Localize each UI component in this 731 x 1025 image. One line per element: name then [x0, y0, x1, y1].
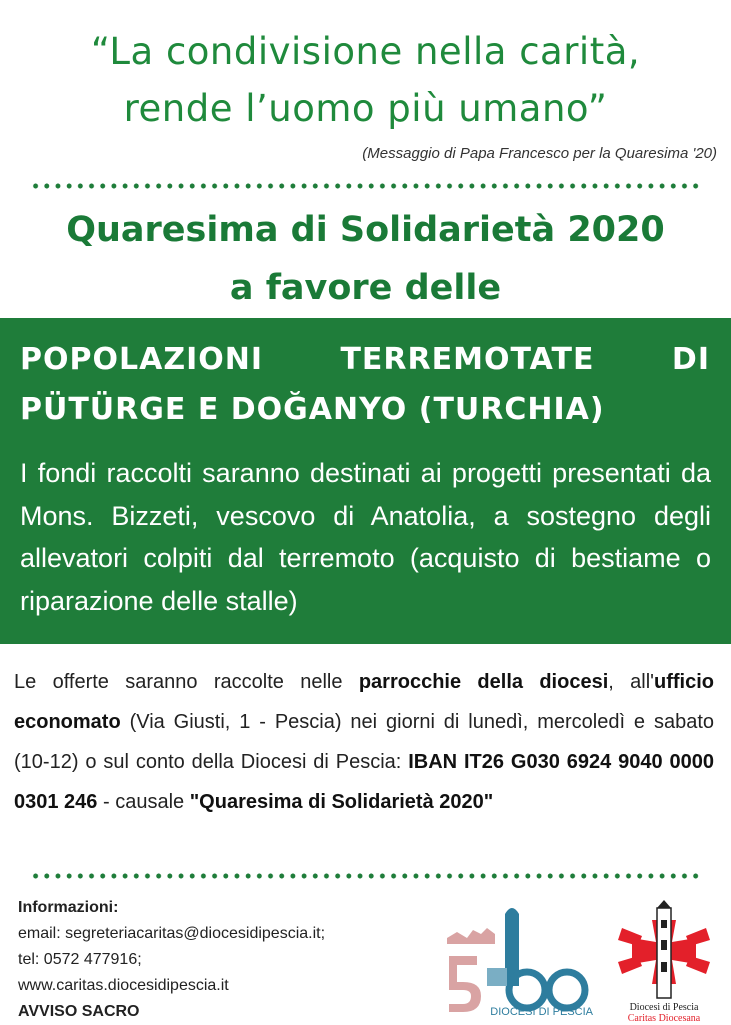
- contacts-block: [18, 895, 418, 1025]
- caritas-logo-line-1: Diocesi di Pescia: [629, 1002, 699, 1013]
- band-body-text: I fondi raccolti saranno destinati ai progetti presentati da Mons. Bizzeti, vescovo di Anatolia, a sostegno degli allevatori colpiti dal terremoto (acquisto di bestiame o riparazione delle stalle): [20, 458, 711, 616]
- contacts-label: Informazioni:: [18, 899, 119, 916]
- caritas-tower-icon: [657, 900, 671, 998]
- contact-website[interactable]: www.caritas.diocesidipescia.it: [18, 977, 229, 994]
- band-headline-1: POPOLAZIONI TERREMOTATE DI: [20, 342, 710, 377]
- logo-ring-1-icon: [509, 972, 545, 1008]
- quote-attribution: (Messaggio di Papa Francesco per la Quaresima '20): [362, 145, 717, 162]
- contact-email[interactable]: email: segreteriacaritas@diocesidipescia.it;: [18, 925, 326, 942]
- dotted-divider-bottom: [30, 873, 701, 879]
- title-line-2: a favore delle: [229, 268, 502, 308]
- band-headline-2: PÜTÜRGE E DOĞANYO (TURCHIA): [20, 392, 605, 427]
- quote-line-2: rende l’uomo più umano”: [123, 87, 608, 130]
- offerings-bold-office: ufficio economato: [14, 671, 714, 733]
- offerings-bold-causale: "Quaresima di Solidarietà 2020": [189, 791, 494, 813]
- logo-hill-icon: [487, 968, 507, 986]
- quote-line-1: “La condivisione nella carità,: [90, 30, 641, 73]
- offerings-text-2: , all': [608, 671, 654, 693]
- offerings-bold-iban: IBAN IT26 G030 6924 9040 0000 0301 246: [14, 751, 714, 813]
- avviso-sacro: AVVISO SACRO: [18, 1003, 140, 1020]
- dotted-divider-top: [30, 183, 701, 189]
- offerings-bold-parishes: parrocchie della diocesi: [358, 671, 609, 693]
- offerings-text-1: Le offerte saranno raccolte nelle: [14, 671, 359, 693]
- logo-ring-2-icon: [549, 972, 585, 1008]
- caritas-logo-line-2: Caritas Diocesana: [627, 1013, 701, 1024]
- diocese-logo-label: DIOCESI DI PESCIA: [490, 1006, 593, 1018]
- title-line-1: Quaresima di Solidarietà 2020: [66, 210, 665, 250]
- diocese-500-logo: [443, 900, 603, 1018]
- offerings-text-3: (Via Giusti, 1 - Pescia) nei giorni di lunedì, mercoledì e sabato (10-12) o sul conto della Diocesi di Pescia:: [14, 711, 714, 773]
- offerings-text-4: - causale: [97, 791, 190, 813]
- logo-five-icon: [449, 956, 481, 1012]
- caritas-logo: [612, 900, 716, 1024]
- offerings-paragraph: [14, 662, 714, 822]
- contact-phone[interactable]: tel: 0572 477916;: [18, 951, 142, 968]
- logo-skyline-icon: [447, 928, 495, 944]
